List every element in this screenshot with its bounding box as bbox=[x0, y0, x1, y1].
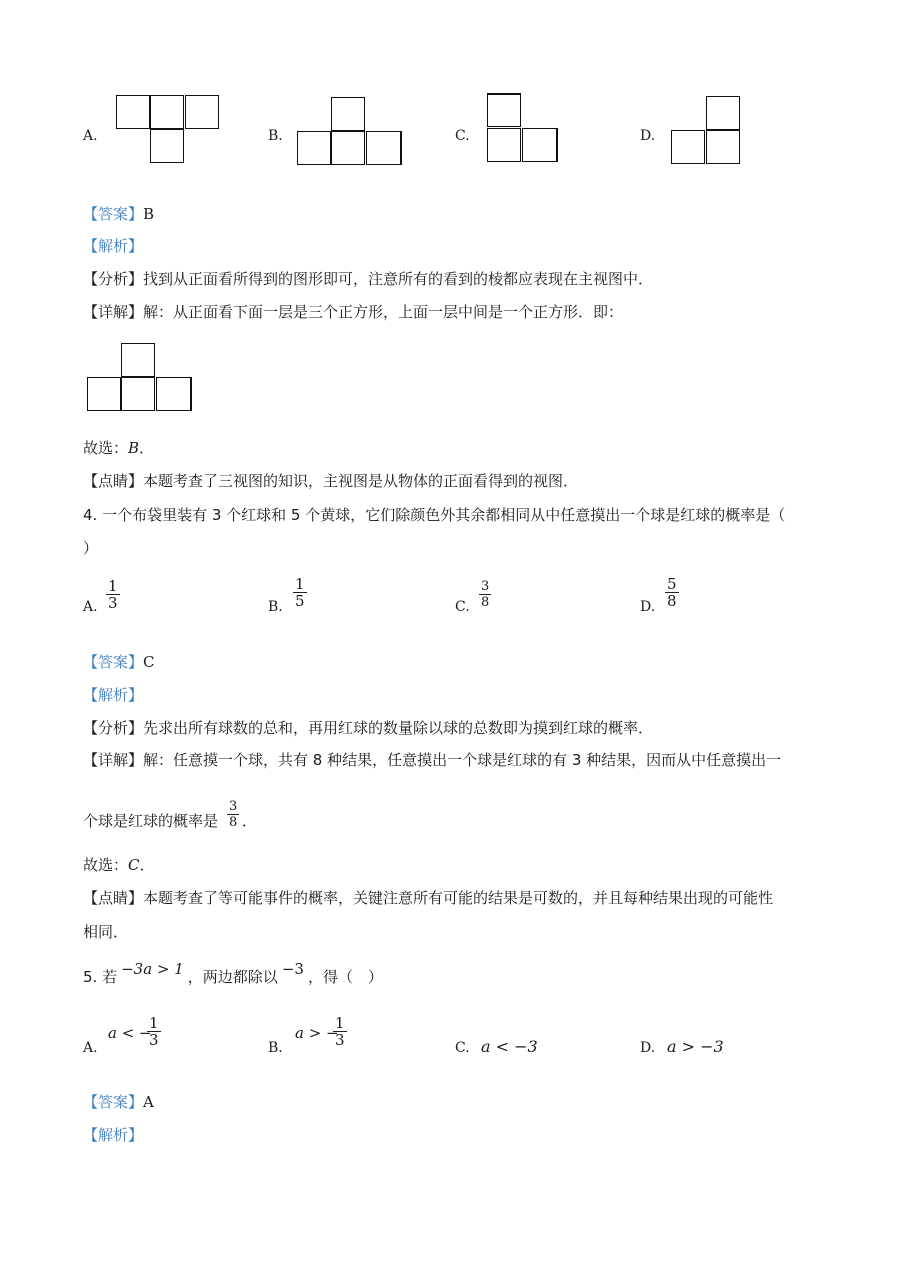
fenxi-tag: 【分析】 bbox=[83, 270, 144, 288]
option-label: C. bbox=[455, 1040, 470, 1056]
analysis-tag: 【解析】 bbox=[83, 237, 144, 255]
answer-tag: 【答案】 bbox=[83, 1093, 144, 1111]
answer-tag: 【答案】 bbox=[83, 653, 144, 671]
option-label: B. bbox=[268, 599, 283, 615]
answer-tag: 【答案】 bbox=[83, 205, 144, 223]
q4-guxuan bbox=[83, 855, 155, 875]
option-lhs: a > − bbox=[295, 1024, 339, 1042]
denominator: 3 bbox=[149, 1031, 159, 1049]
q4-xiangjie bbox=[83, 750, 781, 770]
xiangjie-end: ． bbox=[242, 812, 258, 830]
numerator: 3 bbox=[229, 799, 238, 814]
xiangjie-text: 解：从正面看下面一层是三个正方形，上面一层中间是一个正方形．即： bbox=[143, 303, 624, 321]
answer-value: A bbox=[143, 1093, 154, 1111]
xiangjie-tag: 【详解】 bbox=[83, 303, 144, 321]
numerator: 1 bbox=[335, 1014, 345, 1032]
guxuan-value: C bbox=[128, 856, 140, 874]
guxuan-value: B bbox=[128, 439, 140, 457]
numerator: 1 bbox=[149, 1014, 159, 1032]
q4-xiangjie-line2 bbox=[83, 811, 218, 831]
answer-value: B bbox=[143, 205, 155, 223]
denominator: 3 bbox=[335, 1031, 345, 1049]
xiangjie-tag: 【详解】 bbox=[83, 751, 144, 769]
option-label: D. bbox=[640, 599, 656, 615]
q5-analysis-heading bbox=[83, 1125, 143, 1145]
numerator: 1 bbox=[108, 577, 118, 595]
stem-math2: −3 bbox=[281, 960, 304, 978]
option-expression: a < −3 bbox=[481, 1037, 538, 1056]
q4-dianjing-line2: 相同． bbox=[83, 923, 129, 941]
xiangjie-line2: 个球是红球的概率是 bbox=[83, 812, 219, 830]
answer-value: C bbox=[143, 653, 155, 671]
fenxi-tag: 【分析】 bbox=[83, 719, 144, 737]
stem-suffix: ，得（ ） bbox=[307, 968, 383, 986]
numerator: 3 bbox=[481, 579, 490, 594]
option-label: C. bbox=[455, 599, 470, 615]
q5-stem bbox=[83, 960, 383, 987]
denominator: 8 bbox=[481, 595, 490, 610]
denominator: 8 bbox=[229, 815, 238, 830]
denominator: 5 bbox=[295, 592, 305, 610]
q3-analysis-heading bbox=[83, 236, 143, 256]
guxuan-prefix: 故选： bbox=[83, 439, 129, 457]
option-fraction bbox=[479, 580, 491, 610]
option-label: B. bbox=[268, 1040, 283, 1056]
option-fraction bbox=[147, 1015, 161, 1049]
q3-guxuan bbox=[83, 438, 154, 458]
option-fraction bbox=[106, 578, 120, 612]
analysis-tag: 【解析】 bbox=[83, 686, 144, 704]
q4-stem-line2: ） bbox=[83, 539, 99, 557]
stem-prefix: 5. 若 bbox=[83, 968, 118, 986]
option-lhs: a < − bbox=[108, 1024, 152, 1042]
analysis-tag: 【解析】 bbox=[83, 1126, 144, 1144]
option-label: D. bbox=[640, 1040, 656, 1056]
dianjing-tag: 【点睛】 bbox=[83, 889, 144, 907]
dianjing-text: 本题考查了三视图的知识，主视图是从物体的正面看得到的视图． bbox=[143, 472, 579, 490]
q3-dianjing bbox=[83, 471, 578, 491]
option-label: D. bbox=[640, 128, 656, 144]
q3-xiangjie bbox=[83, 302, 623, 322]
q4-dianjing bbox=[83, 888, 773, 908]
option-expression: a > −3 bbox=[667, 1037, 724, 1056]
guxuan-suffix: ． bbox=[139, 439, 155, 457]
q4-stem-line1: 4. 一个布袋里装有 3 个红球和 5 个黄球，它们除颜色外其余都相同从中任意摸出一个球是红球的概率是（ bbox=[83, 506, 786, 524]
q5-answer bbox=[83, 1092, 154, 1112]
q4-inline-fraction bbox=[227, 800, 239, 830]
q3-fenxi bbox=[83, 269, 653, 289]
option-label: B. bbox=[268, 128, 283, 144]
stem-mid: ，两边都除以 bbox=[187, 968, 278, 986]
guxuan-suffix: ． bbox=[139, 856, 155, 874]
option-label: A. bbox=[83, 128, 98, 144]
denominator: 8 bbox=[667, 592, 677, 610]
option-fraction bbox=[293, 576, 307, 610]
q4-analysis-heading bbox=[83, 685, 143, 705]
option-fraction bbox=[665, 576, 679, 610]
numerator: 5 bbox=[667, 575, 677, 593]
stem-math1: −3a > 1 bbox=[121, 960, 184, 978]
fenxi-text: 先求出所有球数的总和，再用红球的数量除以球的总数即为摸到红球的概率． bbox=[143, 719, 654, 737]
q4-answer bbox=[83, 652, 155, 672]
option-fraction bbox=[333, 1015, 347, 1049]
option-label: A. bbox=[83, 1040, 98, 1056]
xiangjie-text: 解：任意摸一个球，共有 8 种结果，任意摸出一个球是红球的有 3 种结果，因而从中任意摸出一 bbox=[143, 751, 782, 769]
option-label: A. bbox=[83, 599, 98, 615]
dianjing-tag: 【点睛】 bbox=[83, 472, 144, 490]
q3-answer bbox=[83, 204, 154, 224]
numerator: 1 bbox=[295, 575, 305, 593]
option-label: C. bbox=[455, 128, 470, 144]
guxuan-prefix: 故选： bbox=[83, 856, 129, 874]
dianjing-text: 本题考查了等可能事件的概率，关键注意所有可能的结果是可数的，并且每种结果出现的可能性 bbox=[143, 889, 774, 907]
q4-fenxi bbox=[83, 718, 653, 738]
denominator: 3 bbox=[108, 594, 118, 612]
fenxi-text: 找到从正面看所得到的图形即可，注意所有的看到的棱都应表现在主视图中． bbox=[143, 270, 654, 288]
